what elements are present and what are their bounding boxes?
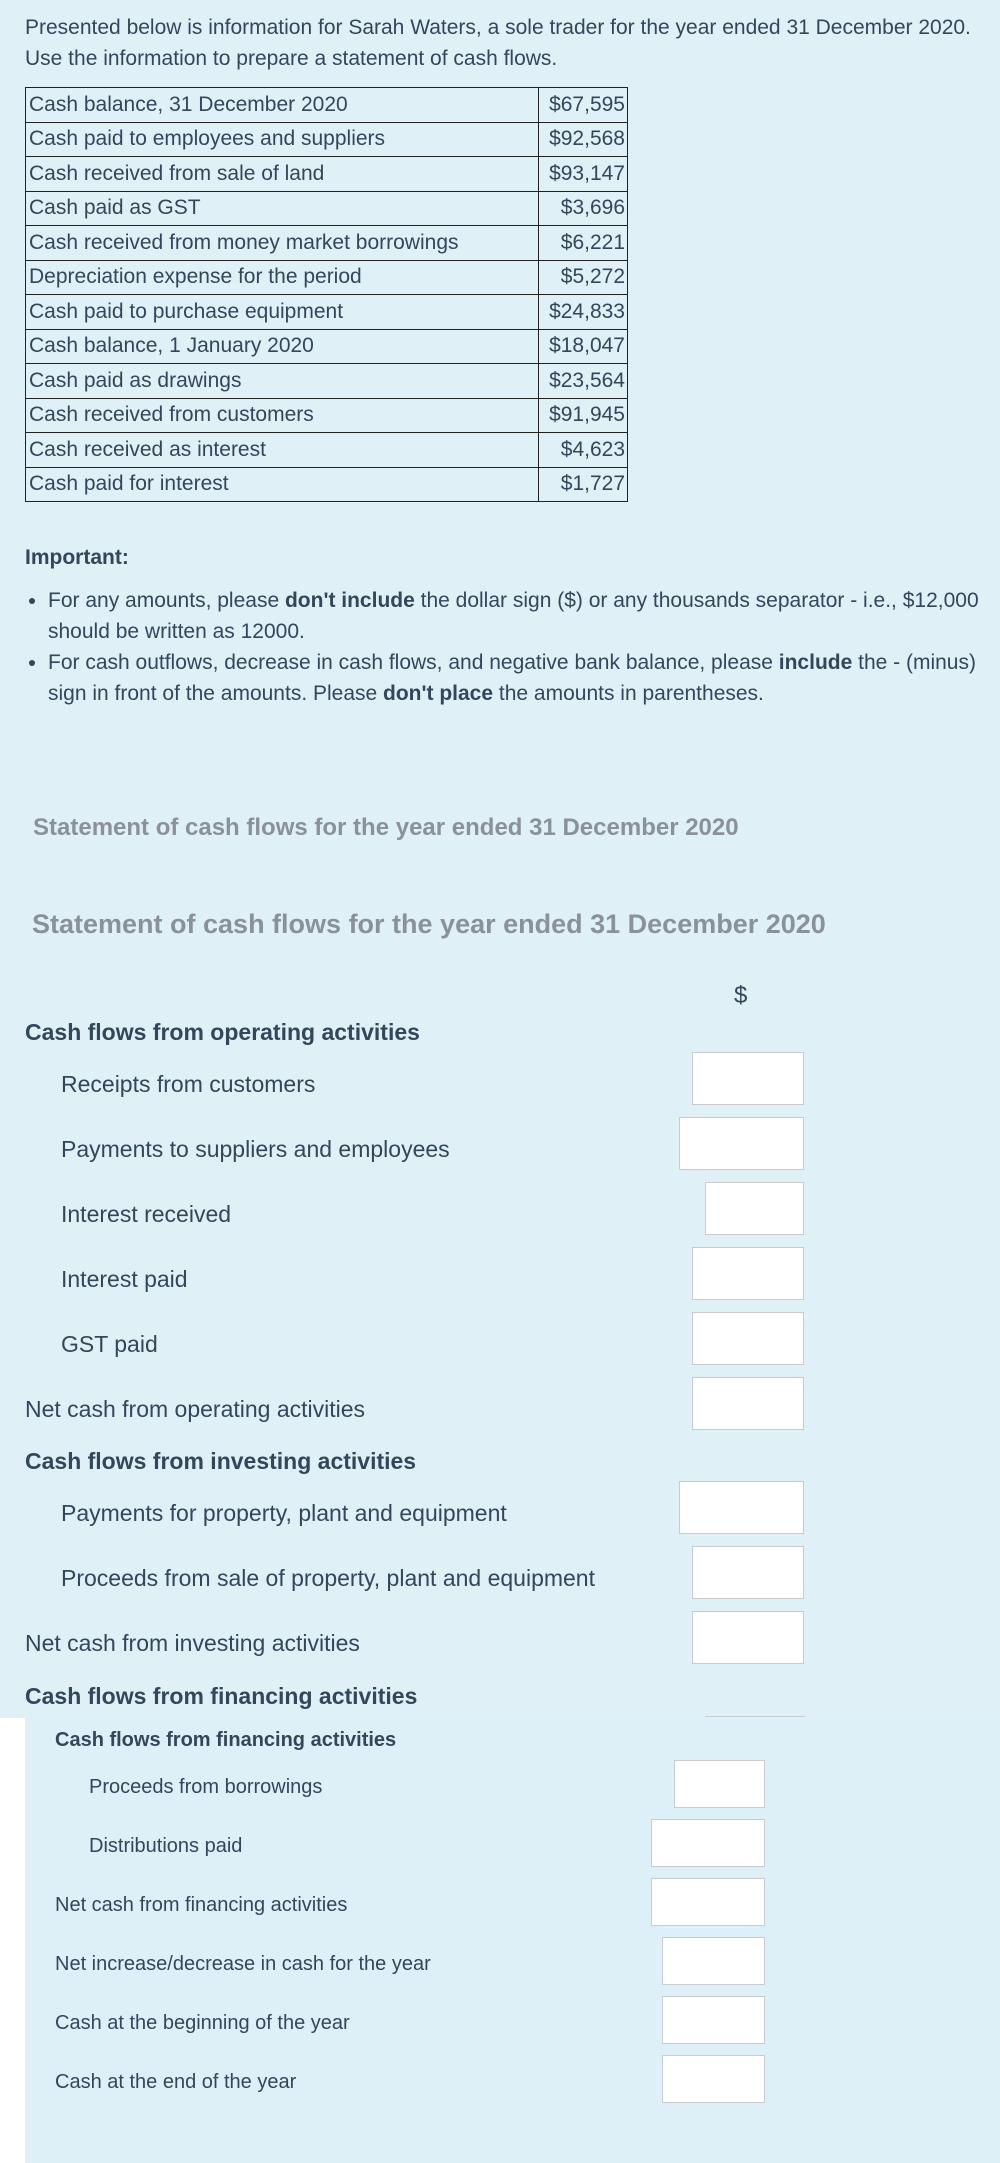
interest-received-label: Interest received xyxy=(61,1201,232,1227)
interest-paid-label: Interest paid xyxy=(61,1266,188,1292)
cash-end-label: Cash at the end of the year xyxy=(55,2071,297,2093)
note-text: the amounts in parentheses. xyxy=(493,682,764,705)
row-label: Cash balance, 1 January 2020 xyxy=(26,329,539,364)
table-row xyxy=(26,364,628,399)
table-row xyxy=(26,260,628,295)
table-row xyxy=(26,122,628,157)
row-amount: $4,623 xyxy=(539,433,628,468)
note-text: For any amounts, please xyxy=(48,589,285,612)
net-change-input[interactable] xyxy=(662,1937,765,1985)
note-text: the dollar sign ($) or any thousands separator - i.e., $12,000 should be written as 12000. xyxy=(48,589,979,643)
row-label: Cash received from sale of land xyxy=(26,157,539,192)
row-label: Cash paid for interest xyxy=(26,467,539,502)
important-heading: Important: xyxy=(25,546,129,569)
left-margin-strip xyxy=(0,1718,25,2163)
distributions-input[interactable] xyxy=(651,1819,765,1867)
net-financing-label: Net cash from financing activities xyxy=(55,1894,348,1916)
table-row xyxy=(26,329,628,364)
note-minus-sign xyxy=(48,647,983,709)
table-row xyxy=(26,433,628,468)
payments-input[interactable] xyxy=(679,1117,804,1170)
note-dollar-sign xyxy=(48,585,983,647)
intro-text: Presented below is information for Sarah Waters, a sole trader for the year ended 31 December 2020. Use the information to prepare a statement of cash flows. xyxy=(25,16,971,70)
cash-end-input[interactable] xyxy=(662,2055,765,2103)
gst-paid-input[interactable] xyxy=(692,1312,804,1365)
investing-heading: Cash flows from investing activities xyxy=(25,1448,417,1474)
row-label: Cash received from customers xyxy=(26,398,539,433)
row-label: Depreciation expense for the period xyxy=(26,260,539,295)
row-amount: $5,272 xyxy=(539,260,628,295)
interest-paid-input[interactable] xyxy=(692,1247,804,1300)
row-label: Cash received from money market borrowings xyxy=(26,226,539,261)
ppe-proceeds-input[interactable] xyxy=(692,1546,804,1599)
row-label: Cash paid to purchase equipment xyxy=(26,295,539,330)
row-amount: $92,568 xyxy=(539,122,628,157)
currency-label: $ xyxy=(734,982,748,1009)
payments-label: Payments to suppliers and employees xyxy=(61,1136,450,1162)
net-operating-input[interactable] xyxy=(692,1377,804,1430)
row-label: Cash paid to employees and suppliers xyxy=(26,122,539,157)
table-row xyxy=(26,157,628,192)
table-row xyxy=(26,191,628,226)
table-row xyxy=(26,226,628,261)
net-operating-label: Net cash from operating activities xyxy=(25,1396,366,1422)
row-amount: $1,727 xyxy=(539,467,628,502)
net-investing-label: Net cash from investing activities xyxy=(25,1630,360,1656)
row-amount: $3,696 xyxy=(539,191,628,226)
table-row xyxy=(26,295,628,330)
operating-heading: Cash flows from operating activities xyxy=(25,1019,420,1045)
note-text: the - (minus) sign in front of the amounts. Please xyxy=(48,651,976,705)
ppe-payments-label: Payments for property, plant and equipment xyxy=(61,1500,507,1526)
borrowings-label: Proceeds from borrowings xyxy=(89,1776,323,1798)
row-amount: $91,945 xyxy=(539,398,628,433)
table-row xyxy=(26,398,628,433)
note-text: For cash outflows, decrease in cash flows, and negative bank balance, please xyxy=(48,651,779,674)
cash-begin-input[interactable] xyxy=(662,1996,765,2044)
financing-heading: Cash flows from financing activities xyxy=(25,1683,418,1709)
row-amount: $24,833 xyxy=(539,295,628,330)
row-amount: $18,047 xyxy=(539,329,628,364)
note-emphasis: include xyxy=(778,651,853,674)
row-label: Cash paid as GST xyxy=(26,191,539,226)
row-label: Cash paid as drawings xyxy=(26,364,539,399)
row-label: Cash balance, 31 December 2020 xyxy=(26,88,539,123)
table-row xyxy=(26,88,628,123)
note-emphasis: don't place xyxy=(383,682,494,705)
receipts-label: Receipts from customers xyxy=(61,1071,316,1097)
row-amount: $93,147 xyxy=(539,157,628,192)
gst-paid-label: GST paid xyxy=(61,1331,158,1357)
statement-heading-large: Statement of cash flows for the year ended 31 December 2020 xyxy=(32,909,826,939)
divider xyxy=(705,1716,805,1717)
financing-heading-repeat: Cash flows from financing activities xyxy=(55,1729,397,1751)
net-financing-input[interactable] xyxy=(651,1878,765,1926)
row-amount: $67,595 xyxy=(539,88,628,123)
important-notes xyxy=(25,585,983,709)
row-amount: $23,564 xyxy=(539,364,628,399)
borrowings-input[interactable] xyxy=(674,1760,765,1808)
ppe-proceeds-label: Proceeds from sale of property, plant and equipment xyxy=(61,1565,595,1591)
net-change-label: Net increase/decrease in cash for the year xyxy=(55,1953,431,1975)
cash-begin-label: Cash at the beginning of the year xyxy=(55,2012,350,2034)
interest-received-input[interactable] xyxy=(705,1182,804,1235)
cash-info-table xyxy=(25,87,628,502)
row-label: Cash received as interest xyxy=(26,433,539,468)
table-row xyxy=(26,467,628,502)
note-emphasis: don't include xyxy=(284,589,415,612)
row-amount: $6,221 xyxy=(539,226,628,261)
ppe-payments-input[interactable] xyxy=(679,1481,804,1534)
net-investing-input[interactable] xyxy=(692,1611,804,1664)
statement-heading-small: Statement of cash flows for the year ended 31 December 2020 xyxy=(33,814,739,841)
distributions-label: Distributions paid xyxy=(89,1835,243,1857)
receipts-input[interactable] xyxy=(692,1052,804,1105)
